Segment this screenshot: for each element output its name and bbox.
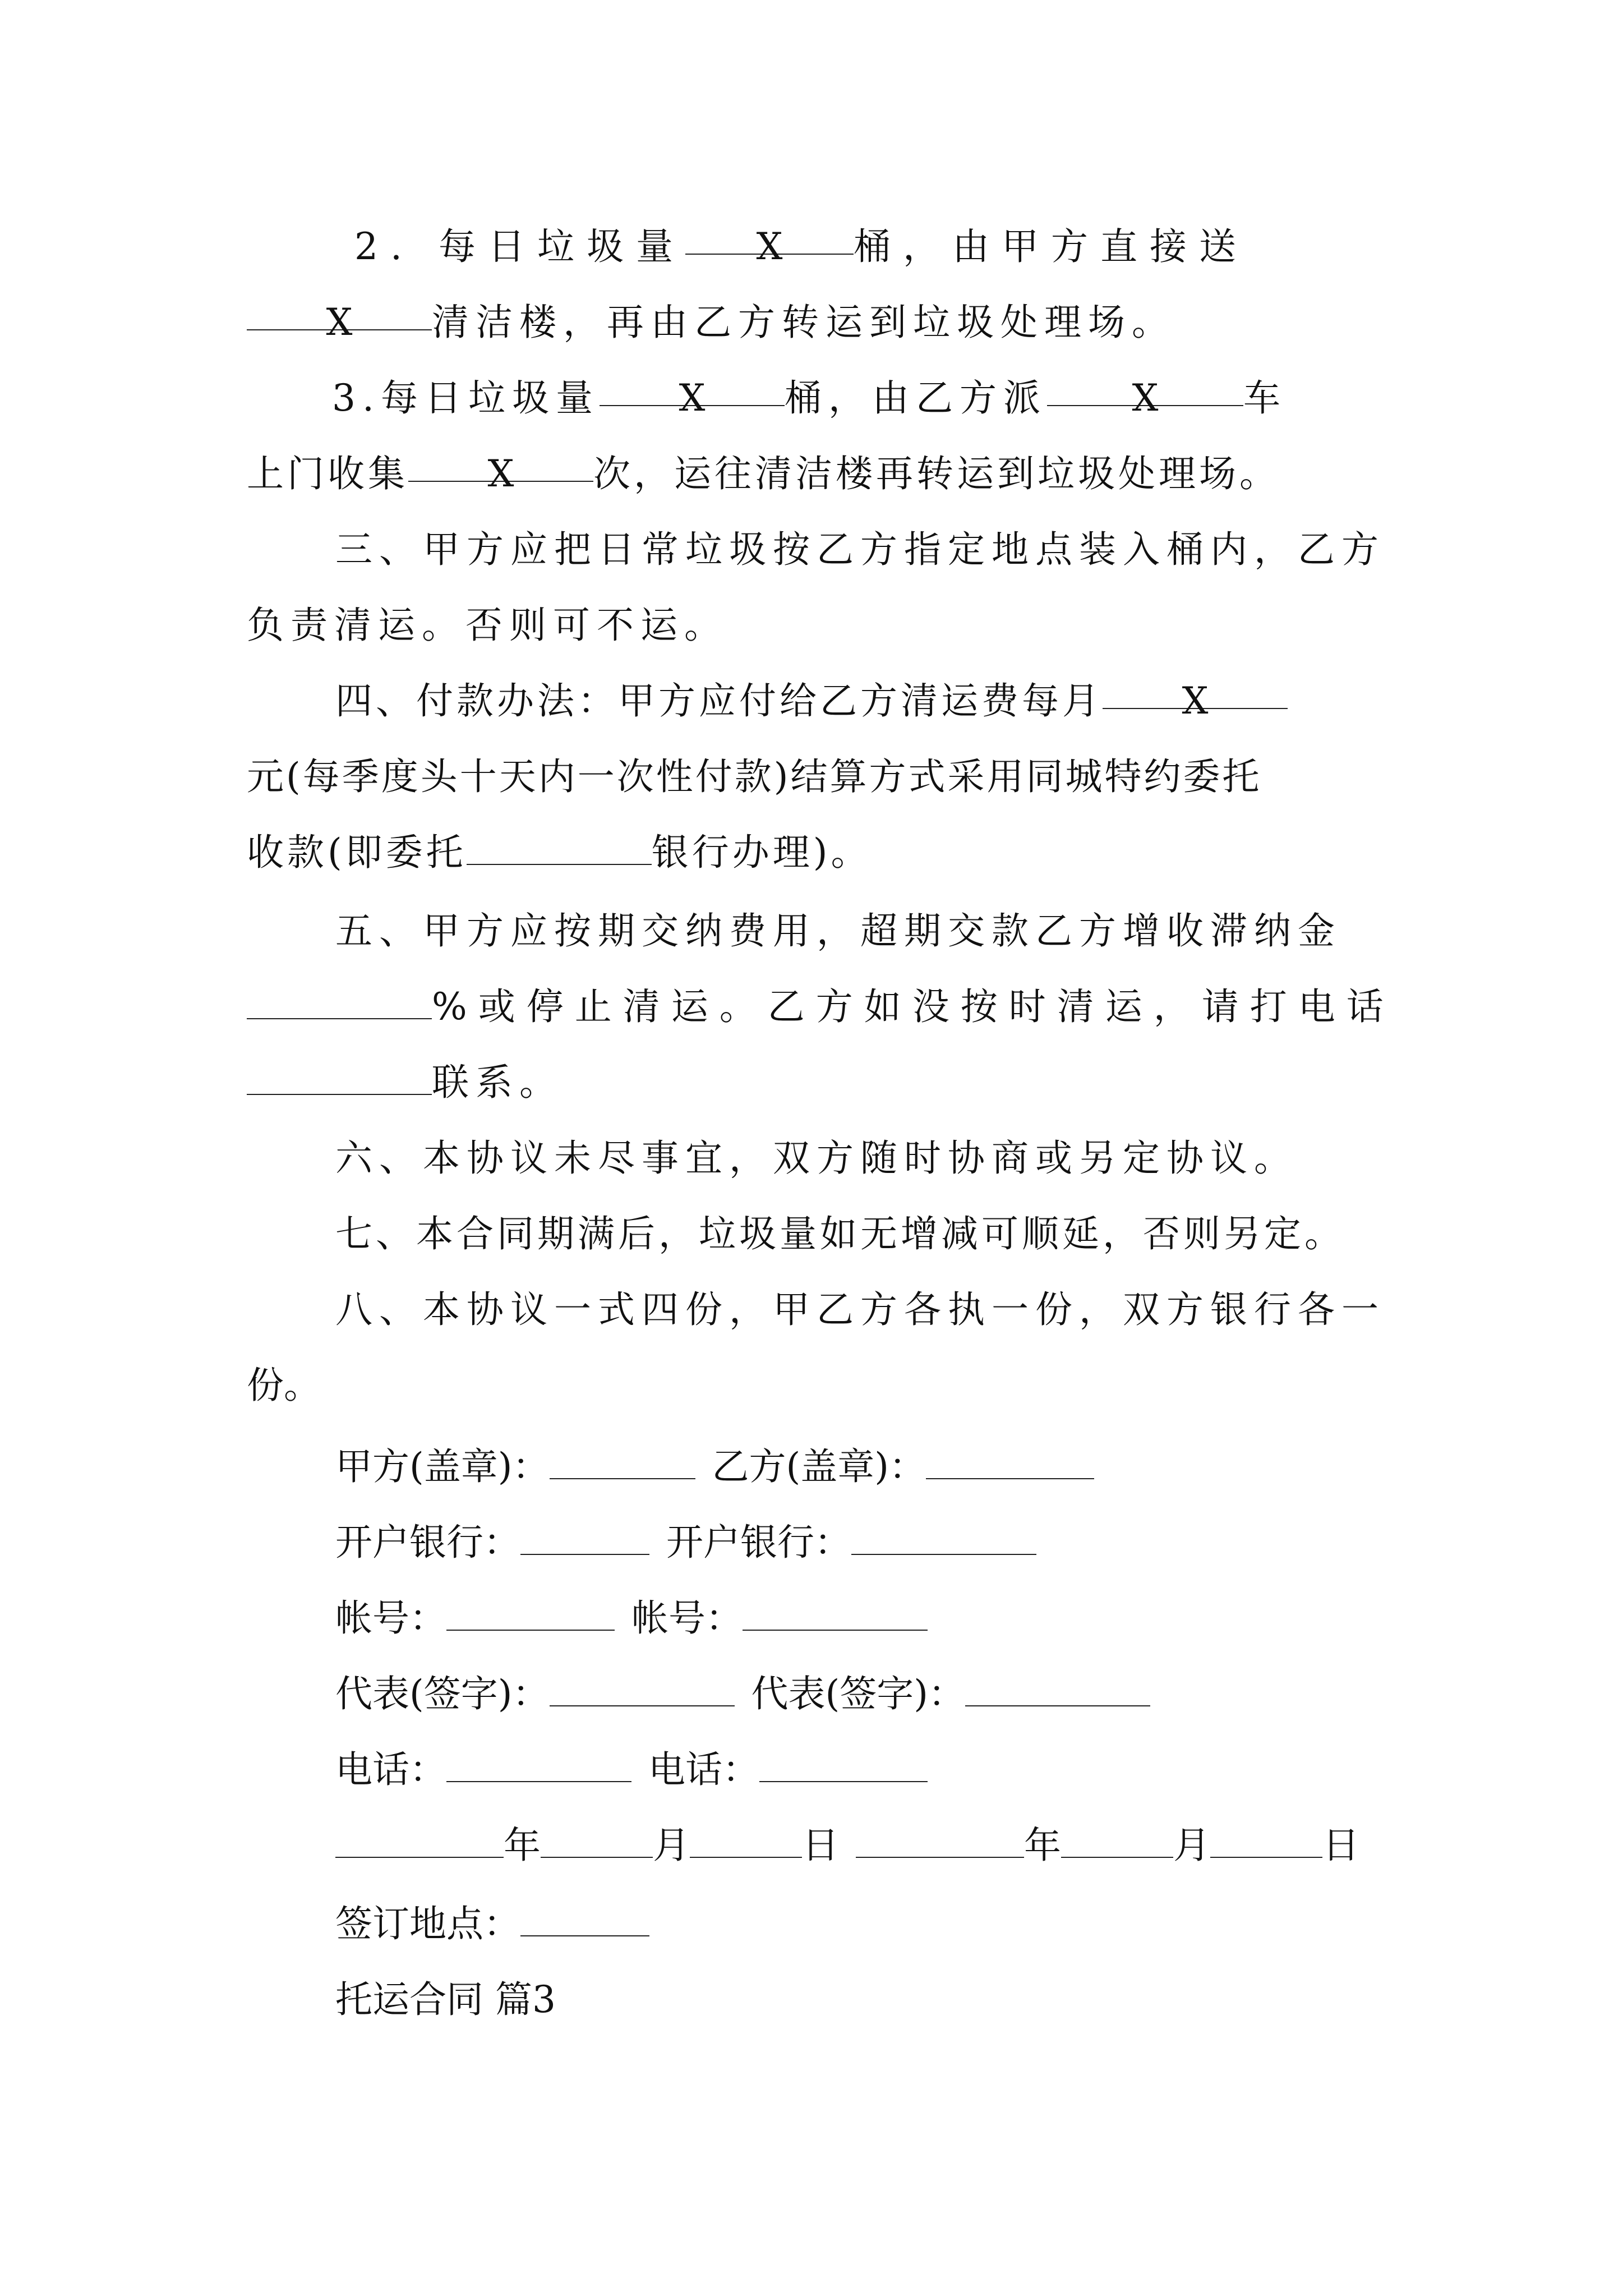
clause-2-line-2 (247, 295, 1175, 351)
section-5-line-2-text: %或停止清运。乙方如没按时清运，请打电话 (432, 985, 1395, 1028)
party-a-month-field (541, 1822, 653, 1858)
blank-field (408, 446, 593, 495)
clause-3-suffix: 车 (1243, 376, 1287, 420)
blank-field (1103, 673, 1288, 723)
signature-rep-row (335, 1666, 1150, 1722)
party-b-account-field (743, 1595, 928, 1631)
blank-mark: X (679, 376, 706, 420)
blank-field (247, 1059, 432, 1095)
blank-field (685, 219, 854, 268)
clause-3-line-2-prefix: 上门收集 (247, 452, 408, 495)
year-label: 年 (1024, 1824, 1061, 1867)
party-b-year-field (856, 1822, 1024, 1858)
party-a-account-field (446, 1595, 615, 1631)
party-b-bank-label: 开户银行： (666, 1521, 851, 1564)
section-4-line-3-suffix: 银行办理)。 (651, 831, 872, 874)
blank-mark: X (487, 452, 514, 495)
clause-2-suffix: 桶，由甲方直接送 (853, 225, 1248, 268)
section-5-line-2 (247, 979, 1395, 1035)
day-label: 日 (1322, 1824, 1359, 1867)
clause-3-line-2-suffix: 次，运往清洁楼再转运到垃圾处理场。 (593, 452, 1280, 495)
clause-3-mid: 桶，由乙方派 (784, 376, 1047, 420)
section-7: 七、本合同期满后，垃圾量如无增减可顺延，否则另定。 (335, 1212, 1345, 1255)
section-4-line-1 (335, 673, 1288, 729)
signing-place-field (520, 1901, 649, 1936)
blank-mark: X (756, 225, 783, 268)
signature-date-row (335, 1818, 1359, 1874)
signature-place-row (335, 1896, 649, 1952)
clause-2-line-2-text: 清洁楼，再由乙方转运到垃圾处理场。 (432, 301, 1175, 344)
blank-field (247, 983, 432, 1019)
party-a-seal-label: 甲方(盖章)： (335, 1445, 550, 1488)
blank-mark: X (326, 301, 353, 344)
party-b-rep-field (965, 1671, 1150, 1706)
section-4-line-3-prefix: 收款(即委托 (247, 831, 467, 874)
section-3-line-1: 三、甲方应把日常垃圾按乙方指定地点装入桶内，乙方 (335, 528, 1385, 571)
party-a-rep-field (550, 1671, 735, 1706)
section-4-line-2: 元(每季度头十天内一次性付款)结算方式采用同城特约委托 (247, 755, 1262, 798)
party-b-account-label: 帐号： (631, 1596, 743, 1640)
party-b-phone-field (759, 1746, 928, 1782)
party-b-bank-field (851, 1519, 1036, 1555)
signature-account-row (335, 1590, 928, 1646)
signature-bank-row (335, 1515, 1036, 1571)
party-b-phone-label: 电话： (648, 1748, 759, 1791)
party-a-seal-field (550, 1443, 695, 1479)
section-5-line-3-text: 联系。 (432, 1061, 563, 1104)
blank-field (467, 829, 652, 865)
section-8-line-1: 八、本协议一式四份，甲乙方各执一份，双方银行各一 (335, 1288, 1385, 1331)
party-a-rep-label: 代表(签字)： (335, 1672, 550, 1715)
clause-3-line-2 (247, 446, 1280, 502)
party-a-bank-field (520, 1519, 649, 1555)
party-b-rep-label: 代表(签字)： (751, 1672, 965, 1715)
signature-seal-row (335, 1439, 1094, 1495)
party-a-year-field (335, 1822, 504, 1858)
blank-field (247, 295, 432, 344)
section-5-line-1: 五、甲方应按期交纳费用，超期交款乙方增收滞纳金 (335, 909, 1341, 953)
clause-3-prefix: 3.每日垃圾量 (332, 376, 600, 420)
clause-3-line-1 (332, 370, 1287, 426)
section-8-line-2: 份。 (247, 1364, 321, 1407)
day-label: 日 (802, 1824, 839, 1867)
month-label: 月 (653, 1824, 690, 1867)
party-b-seal-label: 乙方(盖章)： (712, 1445, 926, 1488)
party-a-day-field (690, 1822, 802, 1858)
blank-mark: X (1182, 679, 1209, 723)
section-4-prefix: 四、付款办法：甲方应付给乙方清运费每月 (335, 679, 1103, 723)
clause-2-line-1 (354, 219, 1248, 275)
blank-mark: X (1132, 376, 1159, 420)
section-4-line-3 (247, 825, 872, 881)
section-5-line-3 (247, 1055, 563, 1111)
month-label: 月 (1173, 1824, 1210, 1867)
clause-2-prefix: 2. 每日垃圾量 (354, 225, 685, 268)
year-label: 年 (504, 1824, 541, 1867)
blank-field (600, 370, 785, 420)
party-b-month-field (1061, 1822, 1173, 1858)
blank-field (1047, 370, 1243, 420)
party-a-phone-field (446, 1746, 631, 1782)
next-section-heading: 托运合同 篇3 (335, 1978, 556, 2021)
signature-phone-row (335, 1742, 928, 1798)
section-6: 六、本协议未尽事宜，双方随时协商或另定协议。 (335, 1137, 1298, 1180)
party-a-bank-label: 开户银行： (335, 1521, 520, 1564)
section-3-line-2: 负责清运。否则可不运。 (247, 604, 728, 647)
party-a-phone-label: 电话： (335, 1748, 446, 1791)
signing-place-label: 签订地点： (335, 1902, 520, 1945)
party-b-seal-field (926, 1443, 1094, 1479)
party-b-day-field (1210, 1822, 1322, 1858)
party-a-account-label: 帐号： (335, 1596, 446, 1640)
